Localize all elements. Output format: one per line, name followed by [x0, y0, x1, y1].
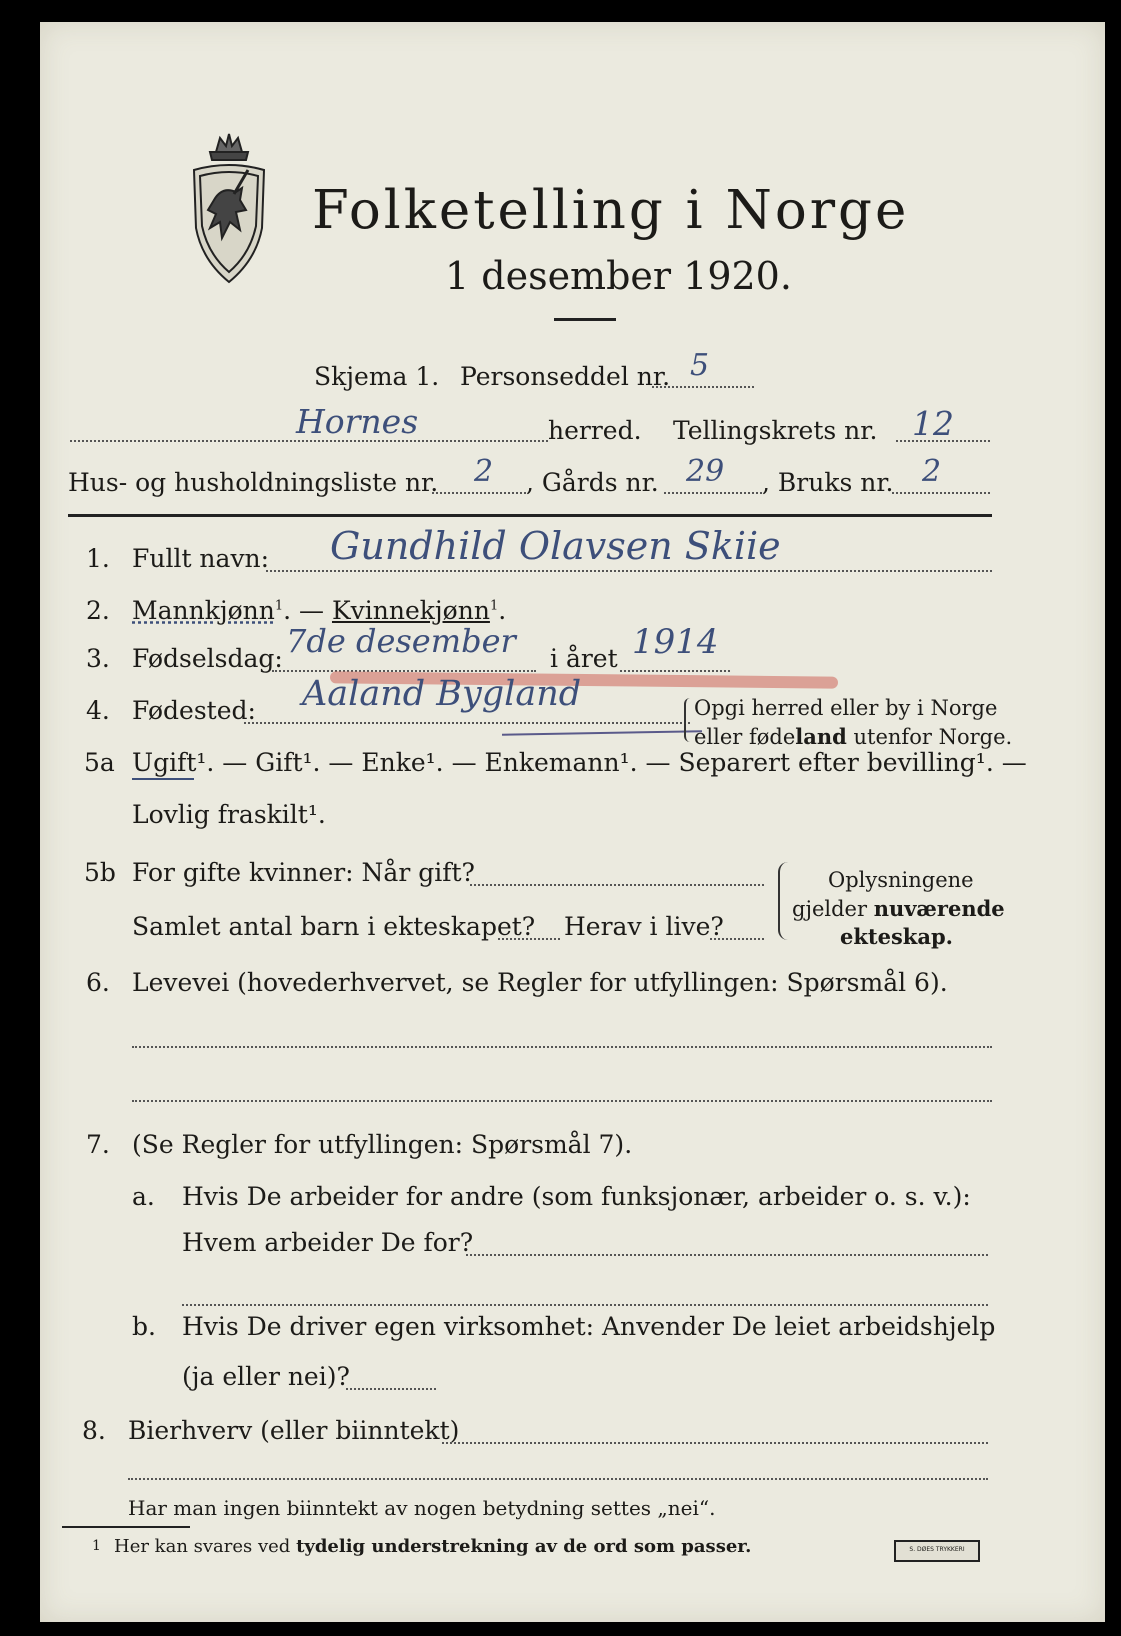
- gards-label: , Gårds nr.: [526, 468, 659, 497]
- personseddel-value: 5: [690, 348, 710, 383]
- occupation-line1: [132, 1046, 992, 1048]
- birthday-value: 7de desember: [286, 622, 516, 660]
- q8-number: 8.: [82, 1416, 106, 1445]
- underline-stroke: [502, 730, 702, 735]
- q1-number: 1.: [86, 544, 110, 573]
- side-income-note: Har man ingen biinntekt av nogen betydning settes „nei“.: [128, 1496, 716, 1520]
- gender-options: Mannkjønn$^1$. — Kvinnekjønn$^1$.: [132, 596, 507, 625]
- tellingskrets-value: 12: [912, 404, 954, 443]
- schema-label: Skjema 1.: [314, 362, 440, 391]
- children-line: [498, 938, 560, 940]
- ugift-underline: [132, 778, 194, 780]
- hired-help-label: (ja eller nei)?: [182, 1362, 350, 1391]
- gards-value: 29: [686, 454, 725, 489]
- census-date: 1 desember 1920.: [445, 254, 792, 298]
- married-when-label: For gifte kvinner: Når gift?: [132, 858, 475, 887]
- q5a-number: 5a: [84, 748, 115, 777]
- footnote-text: Her kan svares ved tydelig understrekning av de ord som passer.: [114, 1536, 752, 1557]
- marital-status-options: Ugift¹. — Gift¹. — Enke¹. — Enkemann¹. — Separert efter bevilling¹. —: [132, 748, 1027, 777]
- personseddel-line: [652, 386, 754, 388]
- year-line: [620, 670, 730, 672]
- employer-label: Hvem arbeider De for?: [182, 1228, 474, 1257]
- birthplace-note-line2: eller fødeland utenfor Norge.: [694, 724, 1013, 749]
- marital-status-divorced: Lovlig fraskilt¹.: [132, 800, 326, 829]
- footnote-divider: [62, 1526, 190, 1528]
- q4-label: Fødested:: [132, 696, 256, 725]
- q7a-letter: a.: [132, 1182, 155, 1211]
- header-divider: [68, 514, 992, 517]
- birth-year-value: 1914: [632, 622, 719, 662]
- q5b-number: 5b: [84, 858, 116, 887]
- marriage-note-line1: Oplysningene: [828, 868, 974, 892]
- footnote-mark: 1: [92, 1538, 101, 1554]
- note-brace: [684, 698, 694, 742]
- tellingskrets-label: Tellingskrets nr.: [673, 416, 878, 445]
- bruks-line: [892, 492, 990, 494]
- year-label: i året: [550, 644, 618, 673]
- side-income-line2: [128, 1478, 988, 1480]
- bruks-value: 2: [922, 454, 942, 489]
- coat-of-arms-icon: [186, 130, 272, 290]
- birthplace-note-line1: Opgi herred eller by i Norge: [694, 696, 998, 720]
- gender-male-option: Mannkjønn: [132, 596, 275, 625]
- marriage-note-line2: gjelder nuværende: [792, 896, 1005, 921]
- hus-line: [432, 492, 526, 494]
- q1-label: Fullt navn:: [132, 544, 270, 573]
- gards-line: [664, 492, 762, 494]
- side-income-label: Bierhverv (eller biinntekt): [128, 1416, 460, 1445]
- q7-label: (Se Regler for utfyllingen: Spørsmål 7).: [132, 1130, 633, 1159]
- hus-value: 2: [474, 454, 494, 489]
- children-alive-label: Herav i live?: [564, 912, 724, 941]
- q4-line: [244, 722, 690, 724]
- q7b-line1: Hvis De driver egen virksomhet: Anvender De leiet arbeidshjelp: [182, 1312, 996, 1341]
- marriage-note-brace: [778, 862, 790, 940]
- q3-label: Fødselsdag:: [132, 644, 283, 673]
- bruks-label: , Bruks nr.: [762, 468, 894, 497]
- full-name-value: Gundhild Olavsen Skiie: [330, 524, 781, 568]
- q4-number: 4.: [86, 696, 110, 725]
- employer-line: [466, 1254, 988, 1256]
- occupation-line2: [132, 1100, 992, 1102]
- side-income-line: [442, 1442, 988, 1444]
- hired-help-line: [346, 1388, 436, 1390]
- census-form: [40, 22, 1105, 1622]
- q7-number: 7.: [86, 1130, 110, 1159]
- q6-number: 6.: [86, 968, 110, 997]
- gender-female-option: Kvinnekjønn: [331, 596, 490, 625]
- occupation-label: Levevei (hovederhvervet, se Regler for utfyllingen: Spørsmål 6).: [132, 968, 948, 997]
- q7a-line1: Hvis De arbeider for andre (som funksjonær, arbeider o. s. v.):: [182, 1182, 971, 1211]
- birthplace-value: Aaland Bygland: [302, 674, 582, 714]
- q1-line: [266, 570, 992, 572]
- employer-line2: [182, 1304, 988, 1306]
- printer-stamp: S. DØES TRYKKERI: [894, 1540, 980, 1562]
- q3-number: 3.: [86, 644, 110, 673]
- q7b-letter: b.: [132, 1312, 156, 1341]
- q2-number: 2.: [86, 596, 110, 625]
- marriage-note-line3: ekteskap.: [840, 924, 953, 949]
- married-when-line: [470, 884, 764, 886]
- children-alive-line: [710, 938, 764, 940]
- title-divider: [554, 318, 616, 321]
- children-label: Samlet antal barn i ekteskapet?: [132, 912, 536, 941]
- hus-label: Hus- og husholdningsliste nr.: [68, 468, 439, 497]
- herred-label: herred.: [548, 416, 642, 445]
- herred-value: Hornes: [296, 402, 419, 441]
- form-title: Folketelling i Norge: [312, 180, 910, 241]
- personseddel-label: Personseddel nr.: [460, 362, 671, 391]
